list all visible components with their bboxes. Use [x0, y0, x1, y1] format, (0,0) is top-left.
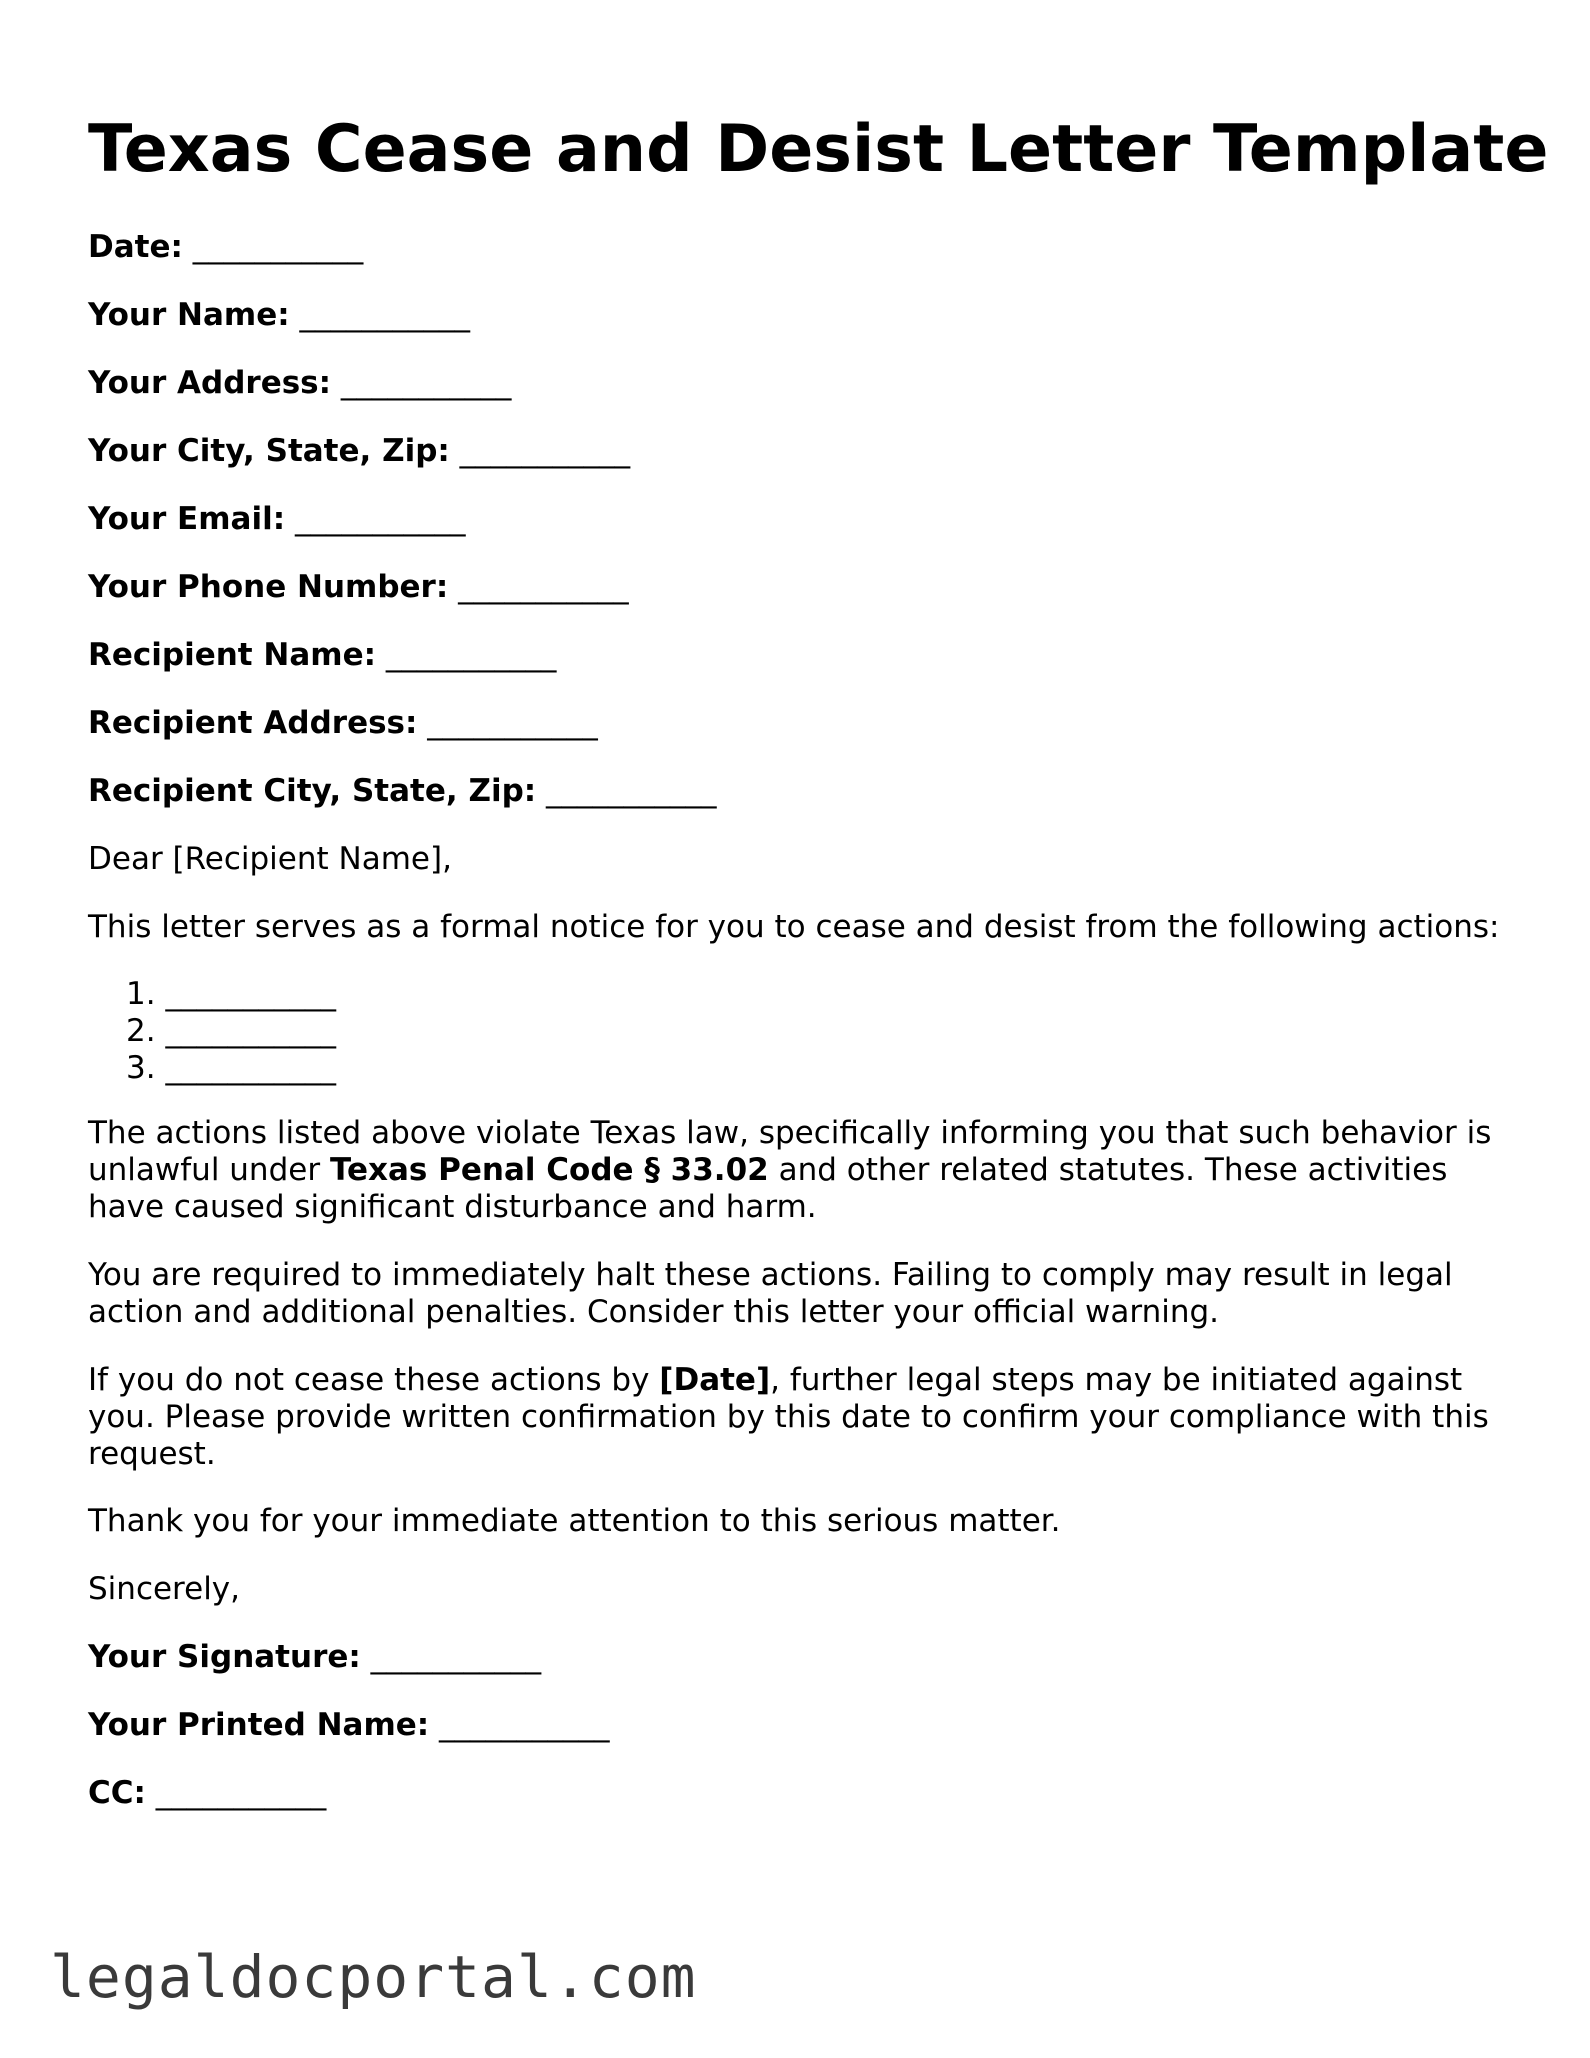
field-label: Your Signature: [88, 1639, 361, 1675]
paragraph-text: The actions listed above violate Texas law, specifically informing you that such behavior is unlawful under [88, 1115, 1492, 1188]
field-blank: ___________ [546, 773, 717, 809]
your-city-state-zip-field [88, 431, 630, 471]
field-label: Your Printed Name: [88, 1707, 430, 1743]
printed-name-field [88, 1705, 610, 1745]
salutation: Dear [Recipient Name], [88, 841, 452, 877]
your-email-field [88, 499, 465, 539]
date-field [88, 227, 363, 267]
paragraph-text: If you do not cease these actions by [88, 1362, 660, 1398]
closing-line: Sincerely, [88, 1571, 241, 1607]
list-item [88, 1013, 336, 1050]
recipient-name-field [88, 635, 556, 675]
deadline-paragraph [88, 1362, 1528, 1473]
your-phone-field [88, 567, 629, 607]
recipient-city-state-zip-field [88, 771, 717, 811]
list-item [88, 1050, 336, 1087]
recipient-address-field [88, 703, 598, 743]
watermark: legaldocportal.com [50, 1943, 697, 2011]
paragraph-text: , further legal steps may be initiated against you. Please provide written confirmation by this date to confirm your compliance with this request. [88, 1362, 1489, 1472]
paragraph-text: and other related statutes. These activities have caused significant disturbance and harm. [88, 1152, 1448, 1225]
actions-list [88, 976, 336, 1087]
list-number: 3. [126, 1050, 156, 1086]
field-blank: ___________ [458, 569, 629, 605]
field-label: Your Address: [88, 365, 332, 401]
your-address-field [88, 363, 511, 403]
thanks-line: Thank you for your immediate attention to this serious matter. [88, 1503, 1061, 1539]
field-label: Date: [88, 229, 183, 265]
page-title: Texas Cease and Desist Letter Template [88, 112, 1549, 187]
field-blank: ___________ [385, 637, 557, 673]
field-label: Recipient Address: [88, 705, 418, 741]
field-blank: ___________ [370, 1639, 542, 1675]
field-blank: ___________ [439, 1707, 610, 1743]
list-item [88, 976, 336, 1013]
signature-field [88, 1637, 541, 1677]
intro-paragraph: This letter serves as a formal notice for you to cease and desist from the following actions: [88, 909, 1500, 945]
field-blank: ___________ [155, 1775, 327, 1811]
deadline-date: [Date] [659, 1362, 771, 1398]
list-number: 1. [126, 976, 156, 1012]
field-blank: ___________ [459, 433, 631, 469]
field-label: Your Name: [88, 297, 290, 333]
field-blank: ___________ [299, 297, 470, 333]
field-blank: ___________ [340, 365, 512, 401]
requirement-paragraph: You are required to immediately halt these actions. Failing to comply may result in legal action and additional penalties. Consider this letter your official warning. [88, 1257, 1453, 1330]
your-name-field [88, 295, 470, 335]
field-label: Recipient City, State, Zip: [88, 773, 537, 809]
field-label: Recipient Name: [88, 637, 377, 673]
list-blank: ___________ [165, 1050, 336, 1086]
field-label: Your Phone Number: [88, 569, 449, 605]
field-blank: ___________ [427, 705, 598, 741]
list-number: 2. [126, 1013, 156, 1049]
penal-code-reference: Texas Penal Code § 33.02 [329, 1152, 769, 1188]
field-blank: ___________ [192, 229, 364, 265]
field-label: CC: [88, 1775, 146, 1811]
field-label: Your Email: [88, 501, 286, 537]
list-blank: ___________ [165, 976, 336, 1012]
violation-paragraph [88, 1115, 1528, 1226]
cc-field [88, 1773, 326, 1813]
field-blank: ___________ [294, 501, 466, 537]
list-blank: ___________ [165, 1013, 336, 1049]
field-label: Your City, State, Zip: [88, 433, 450, 469]
